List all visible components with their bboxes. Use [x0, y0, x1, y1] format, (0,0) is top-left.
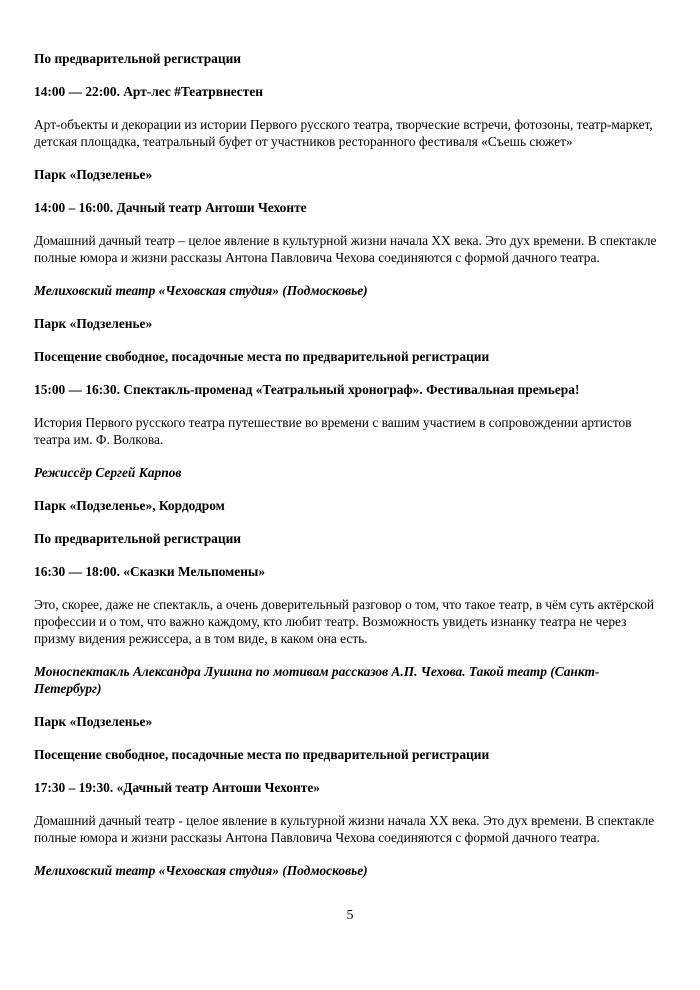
venue-label: Парк «Подзеленье», Кордодром — [34, 498, 225, 513]
venue-label: Парк «Подзеленье» — [34, 167, 153, 182]
admission-note: Посещение свободное, посадочные места по предварительной регистрации — [34, 747, 490, 762]
troupe-credit-melikhovo-1: Мелиховский театр «Чеховская студия» (Подмосковье) — [34, 283, 368, 298]
event-heading-art-forest: 14:00 — 22:00. Арт-лес #Театрвнестен — [34, 84, 263, 99]
page-number: 5 — [346, 908, 354, 923]
event-heading-chronograph: 15:00 — 16:30. Спектакль-променад «Театральный хронограф». Фестивальная премьера! — [34, 382, 580, 397]
event-heading-dacha-theatre-2: 17:30 – 19:30. «Дачный театр Антоши Чехонте» — [34, 780, 320, 795]
venue-label: Парк «Подзеленье» — [34, 316, 153, 331]
troupe-credit-melikhovo-2: Мелиховский театр «Чеховская студия» (Подмосковье) — [34, 863, 368, 878]
venue-label: Парк «Подзеленье» — [34, 714, 153, 729]
event-heading-melpomene: 16:30 — 18:00. «Сказки Мельпомены» — [34, 564, 266, 579]
event-description-melpomene: Это, скорее, даже не спектакль, а очень доверительный разговор о том, что такое театр, в чём суть актёрской профессии и о том, что важно каждому, кто любит театр. Возможность увидеть изнанку театра не через призму видения режиссера, а в том виде, в каком она есть. — [34, 597, 655, 646]
registration-note: По предварительной регистрации — [34, 531, 241, 546]
event-description-chronograph: История Первого русского театра путешествие во времени с вашим участием в сопровождении артистов театра им. Ф. Волкова. — [34, 415, 632, 447]
admission-note: Посещение свободное, посадочные места по предварительной регистрации — [34, 349, 490, 364]
event-description-art-forest: Арт-объекты и декорации из истории Первого русского театра, творческие встречи, фотозоны, театр-маркет, детская площадка, театральный буфет от участников ресторанного фестиваля «Съешь сюжет» — [34, 117, 653, 149]
event-description-dacha-theatre-1: Домашний дачный театр – целое явление в культурной жизни начала XX века. Это дух времени. В спектакле полные юмора и жизни рассказы Антона Павловича Чехова соединяются с формой дачного театра. — [34, 233, 657, 265]
director-credit: Режиссёр Сергей Карпов — [34, 465, 182, 480]
event-heading-dacha-theatre-1: 14:00 – 16:00. Дачный театр Антоши Чехонте — [34, 200, 307, 215]
troupe-credit-lushin: Моноспектакль Александра Лушина по мотивам рассказов А.П. Чехова. Такой театр (Санкт-Петербург) — [34, 664, 600, 696]
registration-note: По предварительной регистрации — [34, 51, 241, 66]
event-description-dacha-theatre-2: Домашний дачный театр - целое явление в культурной жизни начала XX века. Это дух времени. В спектакле полные юмора и жизни рассказы Антона Павловича Чехова соединяются с формой дачного театра. — [34, 813, 655, 845]
